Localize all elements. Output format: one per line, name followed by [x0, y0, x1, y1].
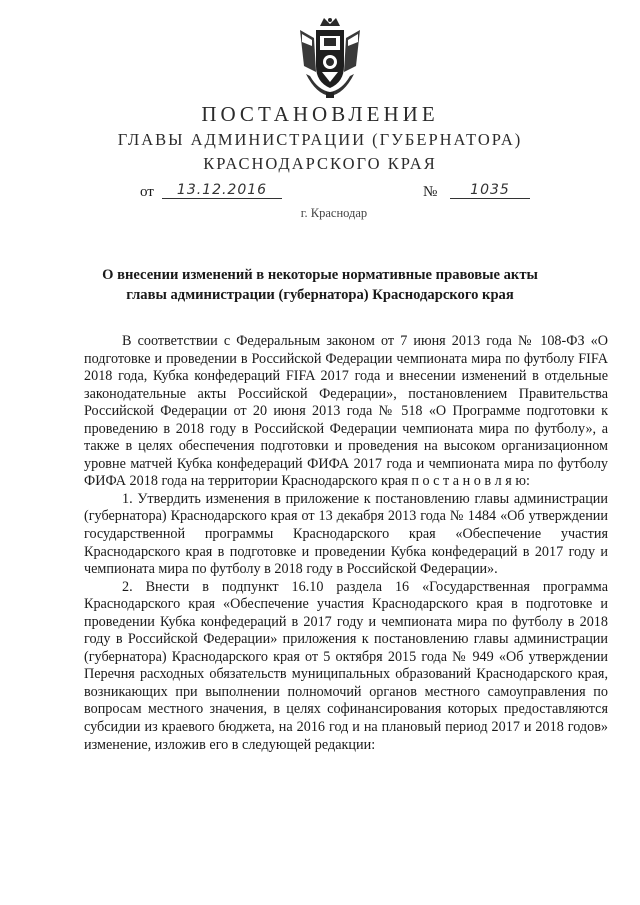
document-title	[100, 265, 540, 305]
item-2-paragraph: 2. Внести в подпункт 16.10 раздела 16 «Государственная программа Краснодарского края «Обеспечение участия Краснодарского края в подготовке и проведении Кубка конфедераций в 2017 году и чемпионата мира по футболу в 2018 году в Российской Федерации» приложения к постановлению главы администрации (губернатора) Краснодарского края от 5 октября 2015 года № 949 «Об утверждении Перечня расходных обязательств муниципальных образований Краснодарского края, возникающих при выполнении полномочий органов местного самоуправления по вопросам местного значения, в целях софинансирования которых предоставляются субсидии из краевого бюджета, на 2016 год и на плановый период 2017 и 2018 годов» изменение, изложив его в следующей редакции:	[84, 578, 608, 753]
number-label: №	[423, 184, 438, 200]
document-body	[84, 333, 608, 754]
preamble-paragraph: В соответствии с Федеральным законом от 7 июня 2013 года № 108-ФЗ «О подготовке и проведении в Российской Федерации чемпионата мира по футболу FIFA 2018 года, Кубка конфедераций FIFA 2017 года и внесении изменений в отдельные законодательные акты Российской Федерации», постановлением Правительства Российской Федерации от 20 июня 2013 года № 518 «О Программе подготовки к проведению в 2018 году в Российской Федерации чемпионата мира по футболу», а также в целях обеспечения подготовки и проведения на высоком организационном уровне матчей Кубка конфедераций ФИФА 2017 года и чемпионата мира по футболу ФИФА 2018 года на территории Краснодарского края п о с т а н о в л я ю:	[84, 333, 608, 490]
item-1-paragraph: 1. Утвердить изменения в приложение к постановлению главы администрации (губернатора) Краснодарского края от 13 декабря 2013 года № 1484 «Об утверждении государственной программы Краснодарского края «Обеспечение участия Краснодарского края в подготовке и проведении Кубка конфедераций в 2017 году и чемпионата мира по футболу в 2018 году в Российской Федерации».	[84, 490, 608, 578]
date-label: от	[140, 184, 154, 200]
document-type-heading: ПОСТАНОВЛЕНИЕ	[201, 102, 439, 126]
region-heading: КРАСНОДАРСКОГО КРАЯ	[203, 154, 437, 173]
number-value: 1035	[450, 182, 530, 199]
issuer-heading: ГЛАВЫ АДМИНИСТРАЦИИ (ГУБЕРНАТОРА)	[117, 130, 523, 149]
date-value: 13.12.2016	[162, 182, 282, 199]
city-label: г. Краснодар	[300, 206, 368, 220]
krasnodar-coat-of-arms-icon	[296, 16, 364, 100]
date-number-row	[140, 182, 540, 206]
title-line-2: главы администрации (губернатора) Краснодарского края	[126, 287, 514, 303]
title-line-1: О внесении изменений в некоторые нормативные правовые акты	[102, 267, 538, 283]
